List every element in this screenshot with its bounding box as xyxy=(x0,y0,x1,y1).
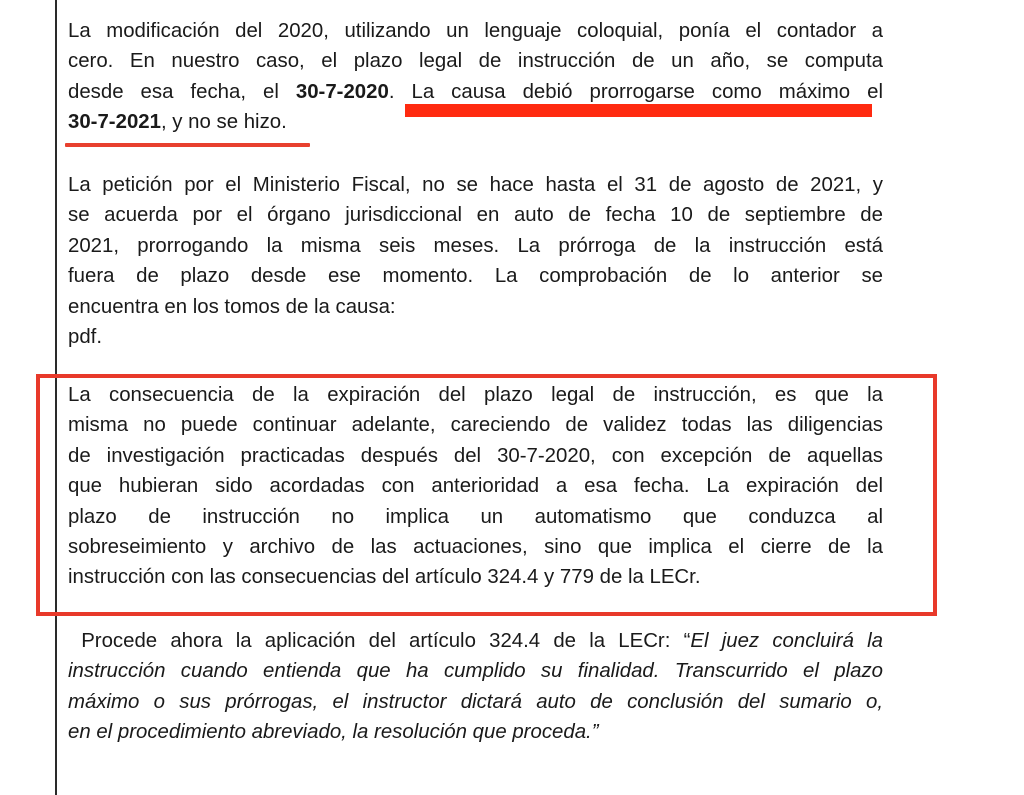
red-marker-underline-thin xyxy=(65,143,310,147)
text-fragment: . xyxy=(388,80,412,103)
text-fragment: , y no se hizo. xyxy=(160,111,287,134)
quote-italic: El juez concluirá la xyxy=(690,630,883,652)
text-line: sobreseimiento y archivo de las actuaciones, sino que implica el cierre de la xyxy=(68,536,883,559)
text-fragment: Procede ahora la aplicación del artículo 324.4 de la LECr: “ xyxy=(68,630,691,652)
red-marker-underline-thick xyxy=(405,104,872,117)
redaction-whiteout xyxy=(455,290,887,322)
text-fragment: desde esa fecha, el xyxy=(68,80,296,103)
quote-line: instrucción cuando entienda que ha cumplido su finalidad. Transcurrido el plazo xyxy=(68,660,883,683)
text-line: que hubieran sido acordadas con anterioridad a esa fecha. La expiración del xyxy=(68,475,883,498)
text-line: se acuerda por el órgano jurisdiccional en auto de fecha 10 de septiembre de xyxy=(68,204,883,227)
page-left-margin-rule xyxy=(55,0,57,795)
text-line: de investigación practicadas después del 30-7-2020, con excepción de aquellas xyxy=(68,444,883,467)
paragraph-modificacion-2020 xyxy=(68,16,883,138)
text-line: cero. En nuestro caso, el plazo legal de instrucción de un año, se computa xyxy=(68,50,883,73)
text-line: misma no puede continuar adelante, careciendo de validez todas las diligencias xyxy=(68,414,883,437)
paragraph-peticion-ministerio-fiscal xyxy=(68,170,883,352)
quote-line: en el procedimiento abreviado, la resolución que proceda.” xyxy=(68,721,599,744)
bold-date-2020: 30-7-2020 xyxy=(295,80,389,103)
text-line: encuentra en los tomos de la causa: xyxy=(68,295,396,318)
text-line: instrucción con las consecuencias del artículo 324.4 y 779 de la LECr. xyxy=(68,566,701,589)
paragraph-consecuencia-expiracion xyxy=(68,380,883,593)
text-line: La modificación del 2020, utilizando un lenguaje coloquial, ponía el contador a xyxy=(68,20,883,42)
text-line: La petición por el Ministerio Fiscal, no se hace hasta el 31 de agosto de 2021, y xyxy=(68,174,883,196)
text-line: 2021, prorrogando la misma seis meses. La prórroga de la instrucción está xyxy=(68,234,883,257)
text-line xyxy=(68,626,883,656)
paragraph-articulo-324-4 xyxy=(68,626,883,748)
text-line: fuera de plazo desde ese momento. La comprobación de lo anterior se xyxy=(68,265,883,288)
underlined-statement: La causa debió prorrogarse como máximo el xyxy=(411,80,883,103)
quote-line: máximo o sus prórrogas, el instructor dictará auto de conclusión del sumario o, xyxy=(68,690,883,713)
text-line xyxy=(68,77,883,107)
text-line: La consecuencia de la expiración del plazo legal de instrucción, es que la xyxy=(68,384,883,406)
text-line: plazo de instrucción no implica un automatismo que conduzca al xyxy=(68,505,883,528)
text-line: pdf. xyxy=(68,326,103,349)
bold-date-2021: 30-7-2021 xyxy=(68,111,161,134)
